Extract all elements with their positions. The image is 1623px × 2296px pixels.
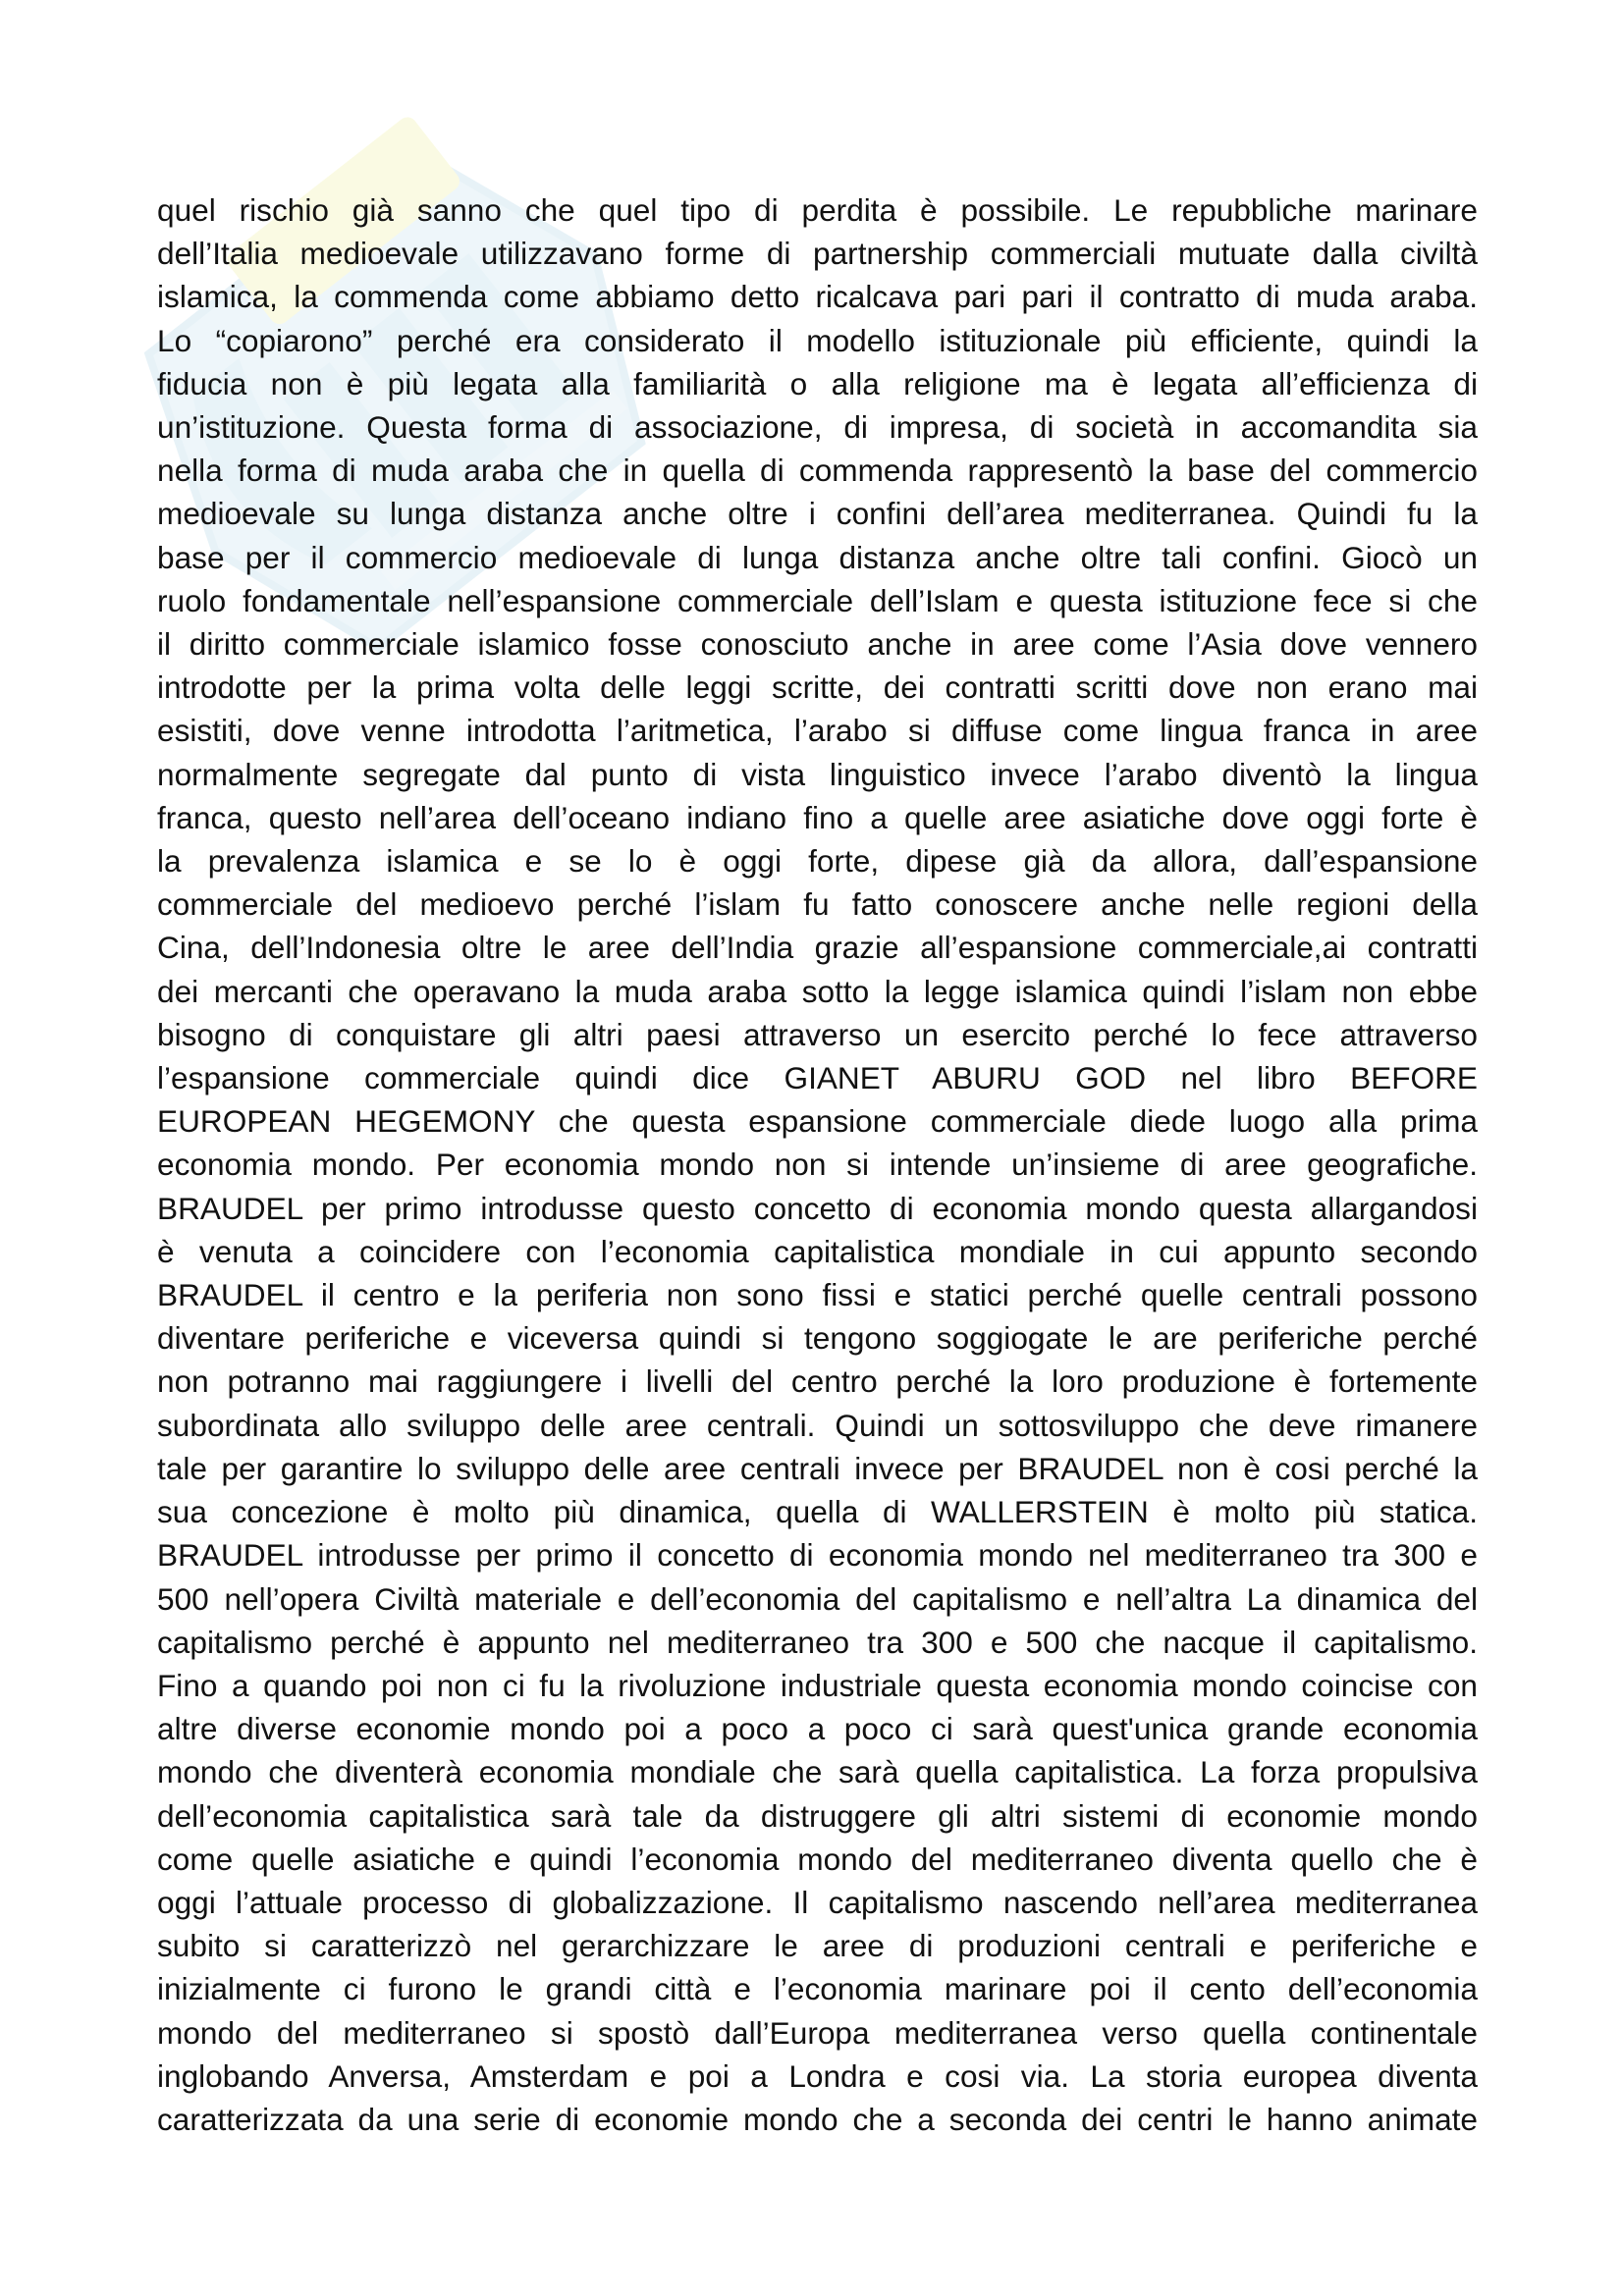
text-line: come quelle asiatiche e quindi l’economia mondo del mediterraneo diventa quello che è	[157, 1841, 1478, 1877]
text-line: subito si caratterizzò nel gerarchizzare le aree di produzioni centrali e periferiche e	[157, 1928, 1478, 1964]
text-line: tale per garantire lo sviluppo delle aree centrali invece per BRAUDEL non è cosi perché la	[157, 1450, 1478, 1486]
text-line: BRAUDEL per primo introdusse questo concetto di economia mondo questa allargandosi	[157, 1190, 1478, 1226]
text-line: mondo che diventerà economia mondiale che sarà quella capitalistica. La forza propulsiva	[157, 1754, 1478, 1790]
text-line: Cina, dell’Indonesia oltre le aree dell’India grazie all’espansione commerciale,ai contratti	[157, 930, 1478, 966]
text-line: esistiti, dove venne introdotta l’aritmetica, l’arabo si diffuse come lingua franca in aree	[157, 713, 1478, 749]
text-line: dei mercanti che operavano la muda araba sotto la legge islamica quindi l’islam non ebbe	[157, 973, 1478, 1009]
text-line: non potranno mai raggiungere i livelli del centro perché la loro produzione è fortemente	[157, 1363, 1478, 1400]
text-line: inglobando Anversa, Amsterdam e poi a Londra e cosi via. La storia europea diventa	[157, 2057, 1478, 2094]
text-line: oggi l’attuale processo di globalizzazione. Il capitalismo nascendo nell’area mediterranea	[157, 1884, 1478, 1920]
text-line: subordinata allo sviluppo delle aree centrali. Quindi un sottosviluppo che deve rimanere	[157, 1407, 1478, 1443]
text-line: ruolo fondamentale nell’espansione commerciale dell’Islam e questa istituzione fece si che	[157, 582, 1478, 618]
text-line: medioevale su lunga distanza anche oltre i confini dell’area mediterranea. Quindi fu la	[157, 496, 1478, 532]
text-line: BRAUDEL introdusse per primo il concetto di economia mondo nel mediterraneo tra 300 e	[157, 1537, 1478, 1574]
text-line: bisogno di conquistare gli altri paesi attraverso un esercito perché lo fece attraverso	[157, 1016, 1478, 1052]
text-line: il diritto commerciale islamico fosse conosciuto anche in aree come l’Asia dove vennero	[157, 626, 1478, 663]
text-line: è venuta a coincidere con l’economia capitalistica mondiale in cui appunto secondo	[157, 1233, 1478, 1269]
text-line: Fino a quando poi non ci fu la rivoluzione industriale questa economia mondo coincise con	[157, 1667, 1478, 1703]
text-line: quel rischio già sanno che quel tipo di perdita è possibile. Le repubbliche marinare	[157, 192, 1478, 228]
text-line: base per il commercio medioevale di lunga distanza anche oltre tali confini. Giocò un	[157, 539, 1478, 575]
text-line: nella forma di muda araba che in quella di commenda rappresentò la base del commercio	[157, 453, 1478, 489]
text-line: mondo del mediterraneo si spostò dall’Europa mediterranea verso quella continentale	[157, 2014, 1478, 2051]
text-line: introdotte per la prima volta delle leggi scritte, dei contratti scritti dove non erano mai	[157, 669, 1478, 706]
text-line: franca, questo nell’area dell’oceano indiano fino a quelle aree asiatiche dove oggi forte è	[157, 799, 1478, 835]
text-line: capitalismo perché è appunto nel mediterraneo tra 300 e 500 che nacque il capitalismo.	[157, 1624, 1478, 1660]
text-line: commerciale del medioevo perché l’islam fu fatto conoscere anche nelle regioni della	[157, 886, 1478, 923]
text-line: BRAUDEL il centro e la periferia non sono fissi e statici perché quelle centrali possono	[157, 1277, 1478, 1313]
text-line: Lo “copiarono” perché era considerato il modello istituzionale più efficiente, quindi la	[157, 322, 1478, 358]
text-line: dell’Italia medioevale utilizzavano forme di partnership commerciali mutuate dalla civiltà	[157, 236, 1478, 272]
text-line: altre diverse economie mondo poi a poco a poco ci sarà quest'unica grande economia	[157, 1711, 1478, 1747]
text-line: normalmente segregate dal punto di vista linguistico invece l’arabo diventò la lingua	[157, 756, 1478, 792]
text-line: sua concezione è molto più dinamica, quella di WALLERSTEIN è molto più statica.	[157, 1494, 1478, 1530]
text-line: un’istituzione. Questa forma di associazione, di impresa, di società in accomandita sia	[157, 409, 1478, 446]
text-line: diventare periferiche e viceversa quindi si tengono soggiogate le are periferiche perché	[157, 1320, 1478, 1357]
text-line: dell’economia capitalistica sarà tale da distruggere gli altri sistemi di economie mondo	[157, 1797, 1478, 1834]
text-line: caratterizzata da una serie di economie mondo che a seconda dei centri le hanno animate	[157, 2101, 1478, 2137]
text-line: la prevalenza islamica e se lo è oggi forte, dipese già da allora, dall’espansione	[157, 843, 1478, 880]
text-line: l’espansione commerciale quindi dice GIANET ABURU GOD nel libro BEFORE	[157, 1060, 1478, 1096]
text-line: fiducia non è più legata alla familiarità o alla religione ma è legata all’efficienza di	[157, 365, 1478, 401]
text-line: EUROPEAN HEGEMONY che questa espansione commerciale diede luogo alla prima	[157, 1103, 1478, 1140]
body-text	[157, 188, 1478, 2141]
text-line: inizialmente ci furono le grandi città e l’economia marinare poi il cento dell’economia	[157, 1971, 1478, 2007]
text-line: islamica, la commenda come abbiamo detto ricalcava pari pari il contratto di muda araba.	[157, 279, 1478, 315]
text-line: economia mondo. Per economia mondo non si intende un’insieme di aree geografiche.	[157, 1147, 1478, 1183]
text-line: 500 nell’opera Civiltà materiale e dell’economia del capitalismo e nell’altra La dinamica del	[157, 1580, 1478, 1617]
